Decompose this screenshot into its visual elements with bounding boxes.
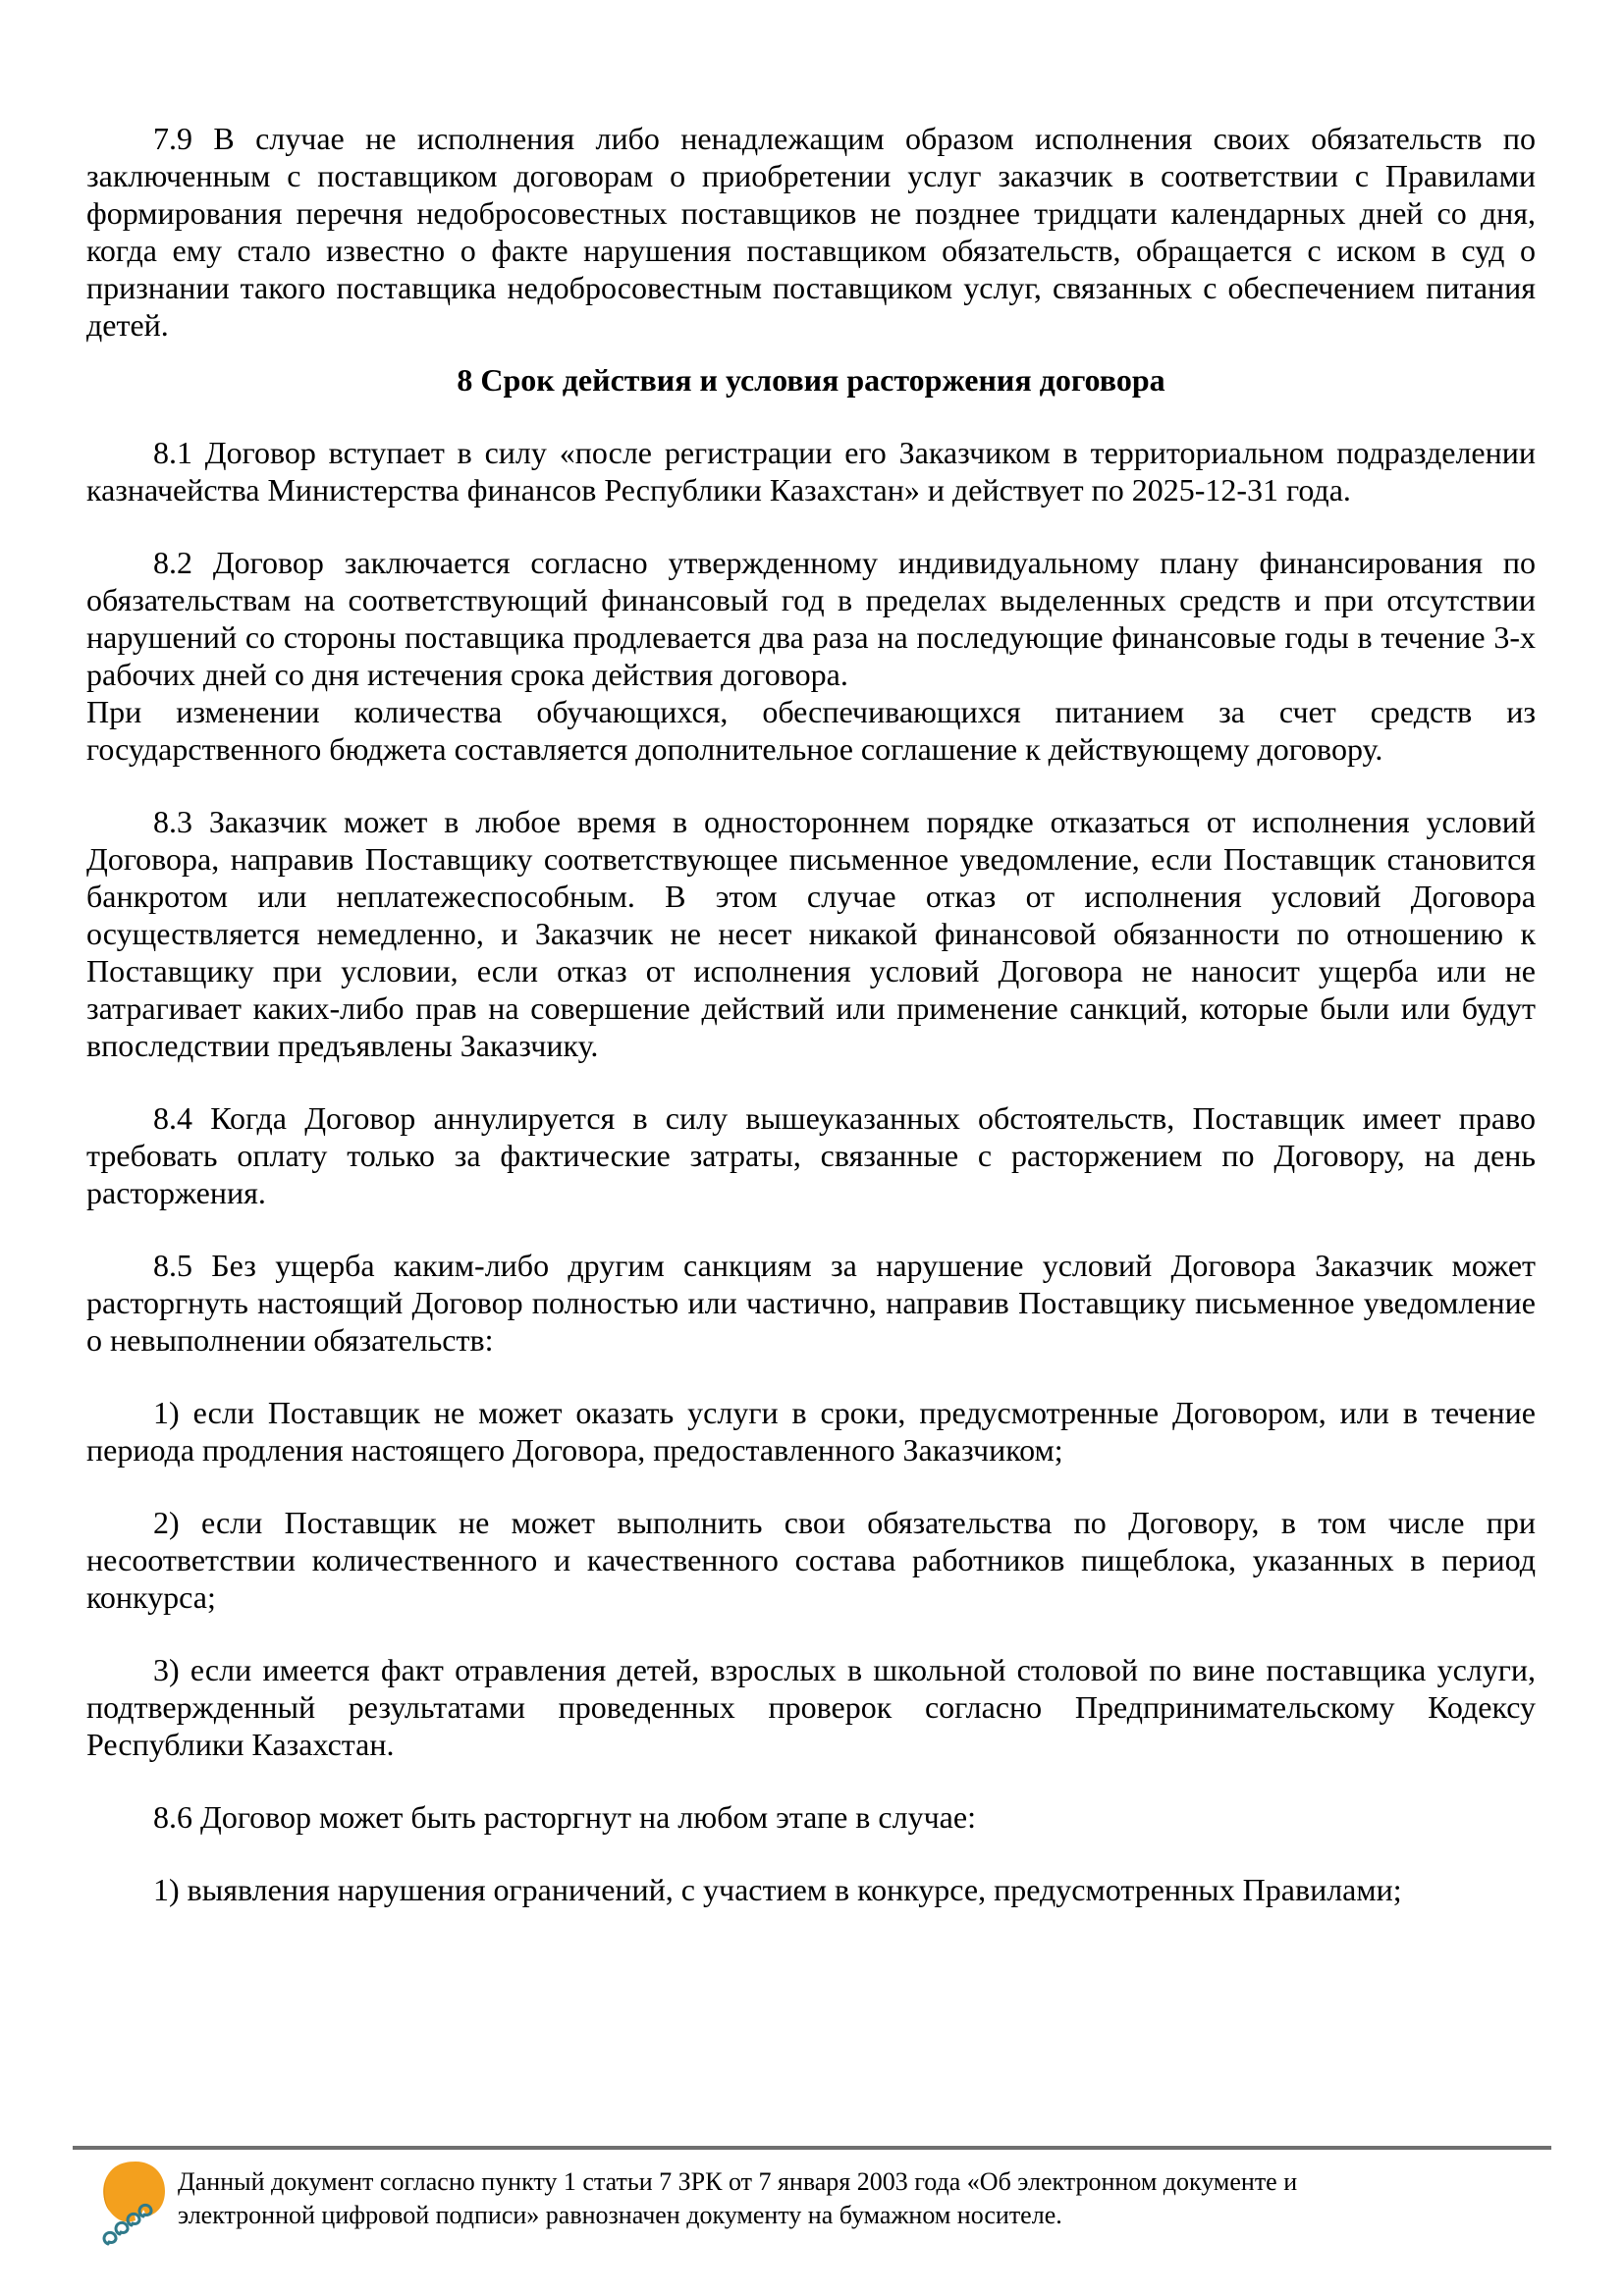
clause-8-5-item-2: 2) если Поставщик не может выполнить свои обязательства по Договору, в том числе при несоответствии количественного и качественного состава работников пищеблока, указанных в период конкурса; xyxy=(86,1505,1536,1615)
clause-8-3: 8.3 Заказчик может в любое время в одностороннем порядке отказаться от исполнения условий Договора, направив Поставщику соответствующее письменное уведомление, если Поставщик становится банкротом или неплатежеспособным. В этом случае отказ от исполнения условий Договора осуществляется немедленно, и Заказчик не несет никакой финансовой обязанности по отношению к Поставщику при условии, если отказ от исполнения условий Договора не наносит ущерба или не затрагивает каких-либо прав на совершение действий или применение санкций, которые были или будут впоследствии предъявлены Заказчику. xyxy=(86,804,1536,1063)
clause-8-5-item-1: 1) если Поставщик не может оказать услуги в сроки, предусмотренные Договором, или в течение периода продления настоящего Договора, предоставленного Заказчиком; xyxy=(86,1395,1536,1468)
clause-8-2: 8.2 Договор заключается согласно утвержденному индивидуальному плану финансирования по обязательствам на соответствующий финансовый год в пределах выделенных средств и при отсутствии нарушений со стороны поставщика продлевается два раза на последующие финансовые годы в течение 3-х рабочих дней со дня истечения срока действия договора. xyxy=(86,545,1536,692)
footer-divider xyxy=(73,2146,1551,2150)
clause-8-5: 8.5 Без ущерба каким-либо другим санкциям за нарушение условий Договора Заказчик может расторгнуть настоящий Договор полностью или частично, направив Поставщику письменное уведомление о невыполнении обязательств: xyxy=(86,1248,1536,1358)
footer-note: Данный документ согласно пункту 1 статьи 7 ЗРК от 7 января 2003 года «Об электронном документе и электронной цифровой подписи» равнозначен документу на бумажном носителе. xyxy=(178,2167,1298,2229)
clause-8-2-note: При изменении количества обучающихся, обеспечивающихся питанием за счет средств из государственного бюджета составляется дополнительное соглашение к действующему договору. xyxy=(86,694,1536,767)
clause-8-4: 8.4 Когда Договор аннулируется в силу вышеуказанных обстоятельств, Поставщик имеет право требовать оплату только за фактические затраты, связанные с расторжением по Договору, на день расторжения. xyxy=(86,1100,1536,1210)
clause-8-5-item-3: 3) если имеется факт отравления детей, взрослых в школьной столовой по вине поставщика услуги, подтвержденный результатами проведенных проверок согласно Предпринимательскому Кодексу Республики Казахстан. xyxy=(86,1652,1536,1762)
clause-8-6-item-1: 1) выявления нарушения ограничений, с участием в конкурсе, предусмотренных Правилами; xyxy=(153,1872,1402,1907)
section-8-heading: 8 Срок действия и условия расторжения договора xyxy=(457,362,1165,398)
egov-stamp-icon xyxy=(98,2158,169,2252)
contract-body xyxy=(86,120,1536,1908)
clause-8-6: 8.6 Договор может быть расторгнут на любом этапе в случае: xyxy=(153,1799,976,1835)
clause-7-9: 7.9 В случае не исполнения либо ненадлежащим образом исполнения своих обязательств по заключенным с поставщиком договорам о приобретении услуг заказчик в соответствии с Правилами формирования перечня недобросовестных поставщиков не позднее тридцати календарных дней со дня, когда ему стало известно о факте нарушения поставщиком обязательств, обращается с иском в суд о признании такого поставщика недобросовестным поставщиком услуг, связанных с обеспечением питания детей. xyxy=(86,121,1536,343)
clause-8-1: 8.1 Договор вступает в силу «после регистрации его Заказчиком в территориальном подразделении казначейства Министерства финансов Республики Казахстан» и действует по 2025-12-31 года. xyxy=(86,435,1536,507)
